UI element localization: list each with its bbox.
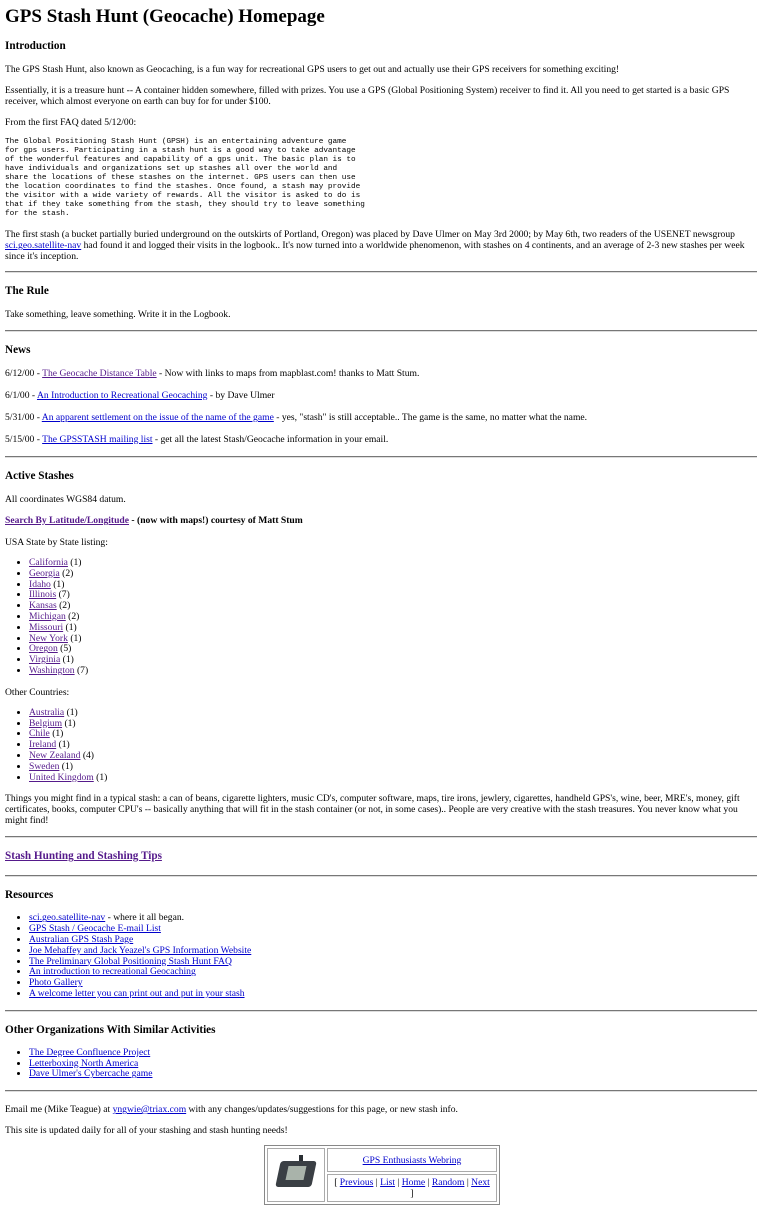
list-item: • Ireland (1) [29, 740, 757, 751]
state-link-oregon[interactable]: Oregon [29, 643, 58, 655]
list-item: • Oregon (5) [29, 644, 757, 655]
country-link-united-kingdom[interactable]: United Kingdom [29, 771, 94, 783]
state-link-georgia[interactable]: Georgia [29, 567, 60, 579]
list-item: • Washington (7) [29, 666, 757, 677]
list-item: • New York (1) [29, 634, 757, 645]
email-link[interactable]: yngwie@triax.com [112, 1104, 187, 1116]
divider [5, 1010, 757, 1012]
state-link-washington[interactable]: Washington [29, 664, 75, 676]
resource-link-email-list[interactable]: GPS Stash / Geocache E-mail List [29, 923, 161, 935]
rule-text: Take something, leave something. Write it in the Logbook. [5, 309, 231, 320]
resources-heading: Resources [5, 889, 54, 902]
other-countries-label: Other Countries: [5, 686, 70, 698]
state-link-illinois[interactable]: Illinois [29, 589, 57, 601]
divider [5, 875, 757, 877]
resource-link-faq[interactable]: The Preliminary Global Positioning Stash Hunt FAQ [29, 955, 232, 967]
list-item: • Illinois (7) [29, 590, 757, 601]
datum-note: All coordinates WGS84 datum. [5, 494, 126, 505]
state-link-kansas[interactable]: Kansas [29, 600, 57, 612]
resources-list [5, 913, 757, 999]
list-item: • sci.geo.satellite-nav - where it all began. [29, 913, 757, 924]
divider [5, 271, 757, 273]
name-settlement-link[interactable]: An apparent settlement on the issue of the name of the game [41, 412, 274, 423]
intro-paragraph-1: The GPS Stash Hunt, also known as Geocaching, is a fun way for recreational GPS users to get out and actually use their GPS receivers for something exciting! [5, 64, 620, 75]
list-item [29, 1069, 757, 1080]
list-item [29, 924, 757, 935]
webring-home-link[interactable]: Home [401, 1177, 426, 1189]
resource-link-photo-gallery[interactable]: Photo Gallery [29, 977, 83, 989]
first-stash-paragraph: The first stash (a bucket partially buried underground on the outskirts of Portland, Oregon) was placed by Dave Ulmer on May 3rd 2000; by May 6th, two readers of the USENET newsgroup sci.geo.satellite-nav had found it and logged their visits in the logbook.. It's now turned into a worldwide phenomenon, with stashes on 4 continents, and an average of 2-3 new stashes per week since it's inception. [5, 229, 745, 262]
state-link-missouri[interactable]: Missouri [29, 621, 64, 633]
gps-device-icon [272, 1153, 320, 1197]
country-list [5, 708, 757, 784]
list-item: • Missouri (1) [29, 623, 757, 634]
search-latlon-link[interactable]: Search By Latitude/Longitude [5, 515, 130, 526]
state-link-california[interactable]: California [29, 557, 68, 568]
news-item: 6/12/00 - The Geocache Distance Table - Now with links to maps from mapblast.com! thanks to Matt Stum. [5, 368, 420, 379]
list-item: • Belgium (1) [29, 719, 757, 730]
list-item: • Kansas (2) [29, 601, 757, 612]
rule-heading: The Rule [5, 285, 49, 297]
list-item: • New Zealand (4) [29, 751, 757, 762]
resource-link-australian-page[interactable]: Australian GPS Stash Page [29, 933, 134, 945]
resource-link-welcome-letter[interactable]: A welcome letter you can print out and put in your stash [29, 987, 245, 999]
org-link-letterboxing[interactable]: Letterboxing North America [29, 1057, 139, 1069]
contact-line: Email me (Mike Teague) at yngwie@triax.com with any changes/updates/suggestions for this page, or new stash info. [5, 1104, 458, 1116]
list-item: • Chile (1) [29, 729, 757, 740]
news-heading: News [5, 344, 31, 356]
webring-list-link[interactable]: List [380, 1177, 396, 1189]
country-link-chile[interactable]: Chile [29, 728, 50, 740]
news-item: 6/1/00 - An Introduction to Recreational Geocaching - by Dave Ulmer [5, 390, 275, 401]
tips-heading [5, 850, 757, 863]
state-list [5, 558, 757, 677]
country-link-sweden[interactable]: Sweden [29, 760, 60, 772]
list-item: • Australia (1) [29, 708, 757, 719]
usa-label: USA State by State listing: [5, 537, 108, 548]
country-link-new-zealand[interactable]: New Zealand [29, 749, 81, 761]
active-stashes-heading: Active Stashes [5, 470, 74, 482]
list-item: • Idaho (1) [29, 580, 757, 591]
divider [5, 836, 757, 838]
list-item: • Virginia (1) [29, 655, 757, 666]
resource-link-intro[interactable]: An introduction to recreational Geocaching [29, 966, 196, 978]
stash-contents-paragraph: Things you might find in a typical stash: a can of beans, cigarette lighters, music CD's, computer software, maps, tire irons, jewlery, cigarettes, handheld GPS's, wine, beer, MRE's, money, gift certificates, books, computer CPU's -- basically anything that will fit in the stash container (or not, in some cases).. People are very creative with the stash treasures. You never know what you might find! [5, 793, 740, 827]
webring-title-cell [327, 1148, 497, 1172]
news-section [5, 344, 757, 445]
divider [5, 1090, 757, 1092]
resource-link-gps-info[interactable]: Joe Mehaffey and Jack Yeazel's GPS Information Website [29, 944, 252, 956]
country-link-australia[interactable]: Australia [29, 706, 65, 718]
country-link-belgium[interactable]: Belgium [29, 717, 63, 729]
state-link-michigan[interactable]: Michigan [29, 610, 66, 622]
other-orgs-list [5, 1048, 757, 1080]
faq-quote: The Global Positioning Stash Hunt (GPSH) is an entertaining adventure game for gps users. Participating in a stash hunt is a good way to take advantage of the wonderful features and capability of a gps unit. The basic plan is to have individuals and organizations set up stashes all over the world and share the locations of these stashes on the internet. GPS users can then use the location coordinates to find the stashes. Once found, a stash may provide the visitor with a wide variety of rewards. All the visitor is asked to do is that if they take something from the stash, they should try to leave something for the stash. [5, 138, 365, 218]
intro-heading: Introduction [5, 40, 66, 52]
tips-link[interactable]: Stash Hunting and Stashing Tips [5, 850, 162, 863]
faq-label: From the first FAQ dated 5/12/00: [5, 117, 137, 128]
page-title: GPS Stash Hunt (Geocache) Homepage [5, 6, 325, 27]
state-link-virginia[interactable]: Virginia [29, 654, 61, 666]
distance-table-link[interactable]: The Geocache Distance Table [42, 368, 157, 379]
webring-nav: [ Previous | List | Home | Random | Next ] [327, 1174, 497, 1202]
update-note: This site is updated daily for all of your stashing and stash hunting needs! [5, 1125, 288, 1137]
list-item [29, 989, 757, 1000]
news-item: 5/31/00 - An apparent settlement on the issue of the name of the game - yes, "stash" is still acceptable.. The game is the same, no matter what the name. [5, 412, 588, 423]
divider [5, 330, 757, 332]
list-item: • California (1) [29, 558, 757, 569]
other-orgs-heading: Other Organizations With Similar Activities [5, 1023, 216, 1036]
list-item: • Sweden (1) [29, 762, 757, 773]
webring-previous-link[interactable]: Previous [339, 1177, 374, 1189]
search-line: Search By Latitude/Longitude - (now with maps!) courtesy of Matt Stum [5, 515, 303, 526]
state-link-idaho[interactable]: Idaho [29, 578, 51, 590]
intro-geocaching-link[interactable]: An Introduction to Recreational Geocaching [36, 390, 208, 401]
org-link-confluence[interactable]: The Degree Confluence Project [29, 1046, 151, 1058]
list-item: • Michigan (2) [29, 612, 757, 623]
webring-random-link[interactable]: Random [431, 1177, 465, 1189]
webring-box [264, 1145, 500, 1205]
list-item: • Georgia (2) [29, 569, 757, 580]
newsgroup-link[interactable]: sci.geo.satellite-nav [5, 240, 82, 251]
org-link-cybercache[interactable]: Dave Ulmer's Cybercache game [29, 1068, 153, 1080]
webring-logo-cell [267, 1148, 325, 1202]
divider [5, 456, 757, 458]
webring-title-link[interactable]: GPS Enthusiasts Webring [362, 1154, 462, 1166]
intro-paragraph-2: Essentially, it is a treasure hunt -- A container hidden somewhere, filled with prizes. You use a GPS (Global Positioning System) receiver to find it. All you need to get started is a basic GPS receiver, which almost everyone on earth can buy for for under $100. [5, 85, 730, 107]
news-item: 5/15/00 - The GPSSTASH mailing list - get all the latest Stash/Geocache information in your email. [5, 434, 389, 445]
mailing-list-link[interactable]: The GPSSTASH mailing list [42, 434, 153, 445]
country-link-ireland[interactable]: Ireland [29, 739, 57, 751]
list-item: • United Kingdom (1) [29, 773, 757, 784]
resource-link-newsgroup[interactable]: sci.geo.satellite-nav [29, 912, 106, 924]
list-item [29, 967, 757, 978]
webring-next-link[interactable]: Next [471, 1177, 490, 1189]
state-link-new-york[interactable]: New York [29, 632, 68, 644]
